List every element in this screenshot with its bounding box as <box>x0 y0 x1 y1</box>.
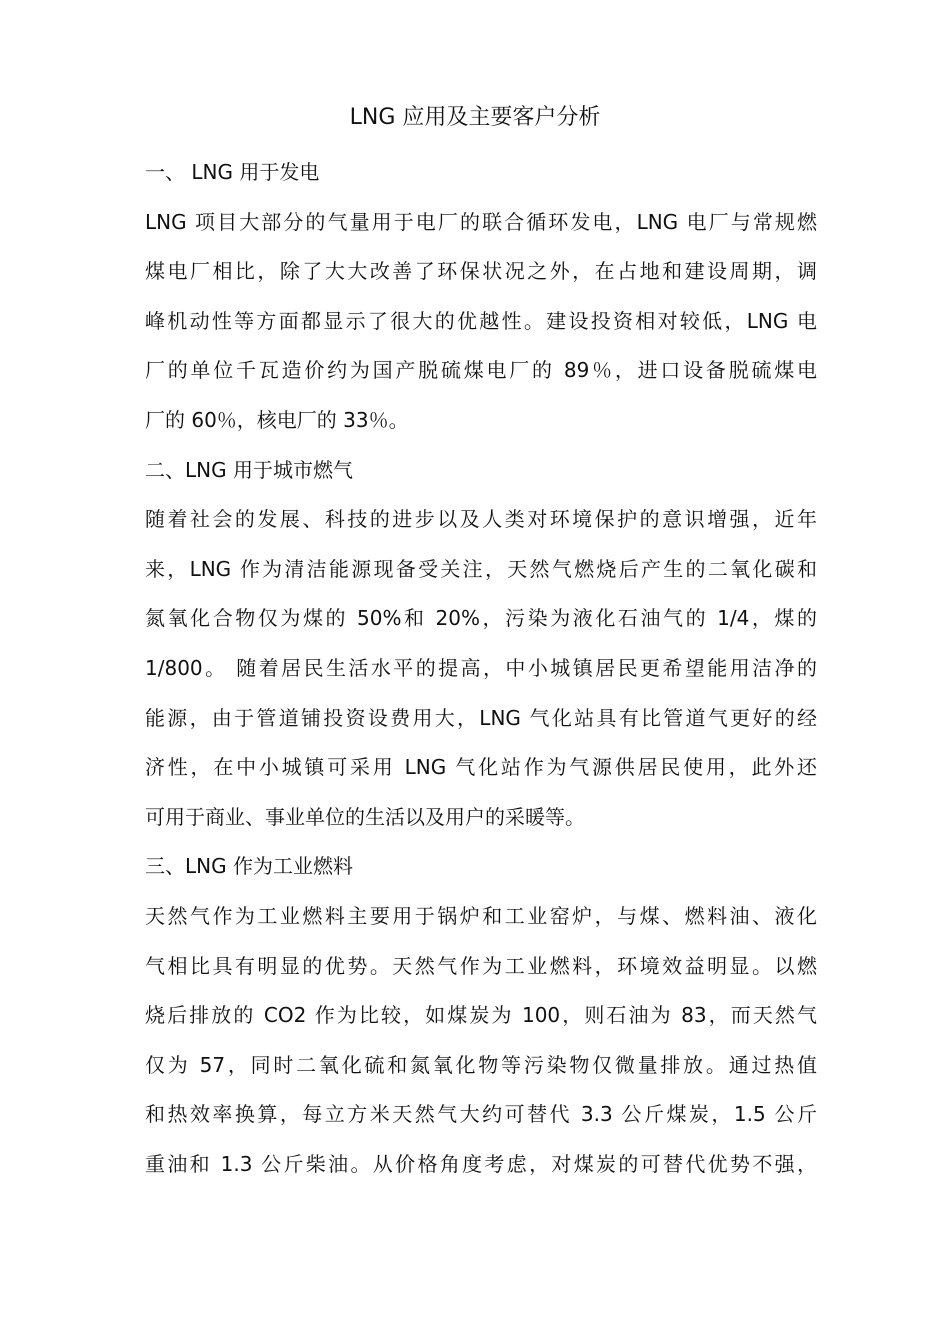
paragraph-line: 1/800。 随着居民生活水平的提高，中小城镇居民更希望能用洁净的 <box>145 655 817 680</box>
document-title: LNG 应用及主要客户分析 <box>349 105 601 130</box>
paragraph-line: 气相比具有明显的优势。天然气作为工业燃料，环境效益明显。以燃 <box>145 953 817 978</box>
paragraph-line: 煤电厂相比，除了大大改善了环保状况之外，在占地和建设周期，调 <box>145 259 817 284</box>
paragraph-line: 氮氧化合物仅为煤的 50%和 20%，污染为液化石油气的 1/4，煤的 <box>145 606 817 631</box>
paragraph-line: 峰机动性等方面都显示了很大的优越性。建设投资相对较低，LNG 电 <box>145 308 817 333</box>
document-body <box>145 148 817 1189</box>
paragraph-line: 和热效率换算，每立方米天然气大约可替代 3.3 公斤煤炭，1.5 公斤 <box>145 1102 817 1127</box>
paragraph-line: 能源，由于管道铺投资设费用大，LNG 气化站具有比管道气更好的经 <box>145 705 817 730</box>
paragraph-line: LNG 项目大部分的气量用于电厂的联合循环发电，LNG 电厂与常规燃 <box>145 209 817 234</box>
section-heading-city-gas: 二、LNG 用于城市燃气 <box>145 457 353 482</box>
section-heading-power-generation: 一、 LNG 用于发电 <box>145 160 320 184</box>
paragraph-line: 随着社会的发展、科技的进步以及人类对环境保护的意识增强，近年 <box>145 507 817 532</box>
paragraph-line: 仅为 57，同时二氧化硫和氮氧化物等污染物仅微量排放。通过热值 <box>145 1052 817 1077</box>
paragraph-line: 可用于商业、事业单位的生活以及用户的采暖等。 <box>145 804 585 829</box>
paragraph-line: 来，LNG 作为清洁能源现备受关注，天然气燃烧后产生的二氧化碳和 <box>145 556 817 581</box>
paragraph-line: 厂的 60％，核电厂的 33％。 <box>145 407 409 432</box>
paragraph-line: 重油和 1.3 公斤柴油。从价格角度考虑，对煤炭的可替代优势不强， <box>145 1151 817 1176</box>
paragraph-line: 济性，在中小城镇可采用 LNG 气化站作为气源供居民使用，此外还 <box>145 755 817 780</box>
paragraph-line: 厂的单位千瓦造价约为国产脱硫煤电厂的 89％，进口设备脱硫煤电 <box>145 358 817 383</box>
paragraph-line: 天然气作为工业燃料主要用于锅炉和工业窑炉，与煤、燃料油、液化 <box>145 903 817 928</box>
section-heading-industrial-fuel: 三、LNG 作为工业燃料 <box>145 854 353 879</box>
paragraph-line: 烧后排放的 CO2 作为比较，如煤炭为 100，则石油为 83，而天然气 <box>145 1003 817 1028</box>
